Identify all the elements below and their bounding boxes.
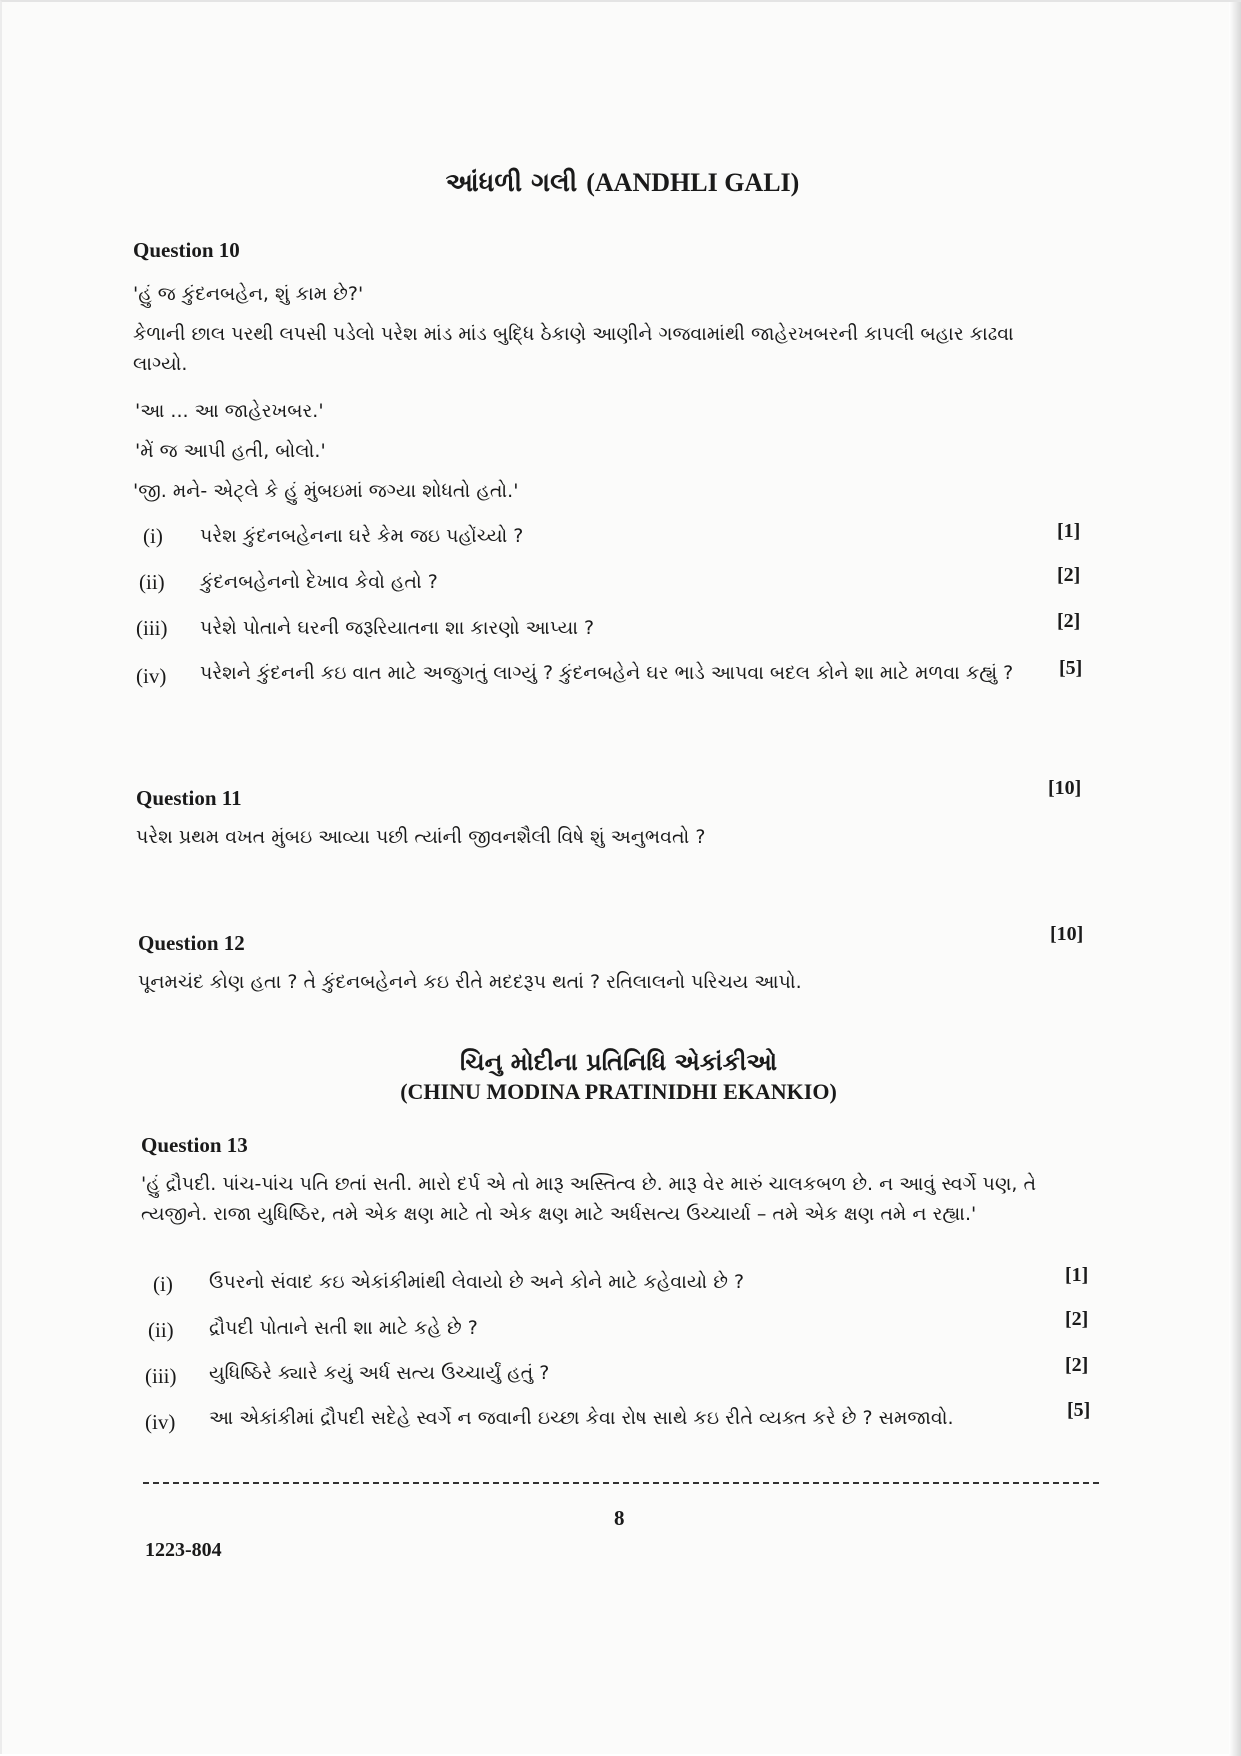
question-12-heading: Question 12 [138, 931, 245, 955]
q13-subq-text: ઉપરનો સંવાદ કઇ એકાંકીમાંથી લેવાયો છે અને કોને માટે કહેવાયો છે ? [209, 1271, 745, 1293]
q10-passage-line-1: 'હું જ કુંદનબહેન, શું કામ છે?' [133, 283, 364, 305]
q13-subq-marks: [2] [1065, 1308, 1089, 1330]
q11-marks: [10] [1048, 777, 1082, 799]
q13-subq-marks: [5] [1067, 1399, 1091, 1421]
q10-subq-text: કુંદનબહેનનો દેખાવ કેવો હતો ? [200, 571, 438, 593]
q13-subq-text: દ્રૌપદી પોતાને સતી શા માટે કહે છે ? [209, 1317, 478, 1339]
q10-subq-num: (ii) [139, 570, 165, 594]
q11-text: પરેશ પ્રથમ વખત મુંબઇ આવ્યા પછી ત્યાંની જીવનશૈલી વિષે શું અનુભવતો ? [136, 826, 706, 848]
paper-code: 1223-804 [145, 1539, 222, 1561]
q13-subq-text: આ એકાંકીમાં દ્રૌપદી સદેહે સ્વર્ગે ન જવાની ઇચ્છા કેવા રોષ સાથે કઇ રીતે વ્યક્ત કરે છે ? સમજાવો. [209, 1407, 954, 1429]
q10-passage-line-4: 'મેં જ આપી હતી, બોલો.' [135, 440, 326, 462]
q10-subq-num: (iv) [136, 664, 167, 688]
q13-subq-num: (ii) [148, 1318, 174, 1342]
q10-subq-text: પરેશને કુંદનની કઇ વાત માટે અજુગતું લાગ્યું ? કુંદનબહેને ઘર ભાડે આપવા બદલ કોને શા માટે મળવા કહ્યું ? [200, 662, 1014, 684]
q10-passage-line-5: 'જી. મને- એટ્લે કે હું મુંબઇમાં જગ્યા શોધતો હતો.' [133, 480, 519, 502]
q13-passage: 'હું દ્રૌપદી. પાંચ-પાંચ પતિ છતાં સતી. મારો દર્પ એ તો મારૂ અસ્તિત્વ છે. મારૂ વેર મારું ચાલકબળ છે. ન આવું સ્વર્ગે પણ, તે ત્યજીને. રાજા યુધિષ્ઠિર, તમે એક ક્ષણ માટે તો એક ક્ષણ માટે અર્ધસત્ય ઉચ્ચાર્યા – તમે એક ક્ષણ તમે ન રહ્યા.' [141, 1173, 1037, 1225]
q13-subq-marks: [1] [1065, 1264, 1089, 1286]
section-title-chinu-modi-gujarati [0, 1047, 1239, 1076]
q13-subq-text: યુધિષ્ઠિરે ક્યારે કયું અર્ધ સત્ય ઉચ્ચાર્યું હતું ? [209, 1362, 550, 1384]
q10-subq-num: (iii) [136, 616, 168, 640]
q13-subq-marks: [2] [1065, 1354, 1089, 1376]
q10-passage-line-3: 'આ ... આ જાહેરખબર.' [135, 400, 324, 422]
q10-subq-marks: [1] [1057, 520, 1081, 542]
q13-subq-num: (iii) [145, 1364, 177, 1388]
section2-title-latin: (CHINU MODINA PRATINIDHI EKANKIO) [400, 1079, 837, 1104]
q12-text: પૂનમચંદ કોણ હતા ? તે કુંદનબહેનને કઇ રીતે મદદરૂપ થતાં ? રતિલાલનો પરિચય આપો. [138, 971, 802, 993]
section-title-chinu-modi-latin [0, 1079, 1239, 1105]
question-10-heading: Question 10 [133, 238, 240, 262]
q10-subq-marks: [2] [1057, 564, 1081, 586]
page-edge-shadow [1229, 2, 1241, 1756]
q10-subq-marks: [2] [1057, 610, 1081, 632]
footer-divider [143, 1482, 1099, 1484]
q10-subq-num: (i) [143, 524, 163, 548]
question-13-heading: Question 13 [141, 1133, 248, 1157]
page-number: 8 [614, 1506, 625, 1530]
q10-subq-marks: [5] [1059, 657, 1083, 679]
q10-passage-line-2: કેળાની છાલ પરથી લપસી પડેલો પરેશ માંડ માંડ બુદ્ધિ ઠેકાણે આણીને ગજવામાંથી જાહેરખબરની કાપલી બહાર કાઢવા લાગ્યો. [133, 323, 1014, 375]
section-title-aandhli-gali [2, 168, 1241, 199]
section-title-gujarati: આંધળી ગલી [445, 168, 578, 198]
q12-marks: [10] [1050, 923, 1084, 945]
q13-subq-num: (iv) [145, 1410, 176, 1434]
q10-subq-text: પરેશે પોતાને ઘરની જરૂરિયાતના શા કારણો આપ્યા ? [200, 617, 595, 639]
section2-title-gujarati: ચિનુ મોદીના પ્રતિનિધિ એકાંકીઓ [459, 1048, 778, 1076]
question-11-heading: Question 11 [136, 786, 242, 810]
q13-subq-num: (i) [153, 1272, 173, 1296]
section-title-latin: (AANDHLI GALI) [586, 168, 800, 197]
q10-subq-text: પરેશ કુંદનબહેનના ઘરે કેમ જઇ પહોંચ્યો ? [200, 525, 524, 547]
